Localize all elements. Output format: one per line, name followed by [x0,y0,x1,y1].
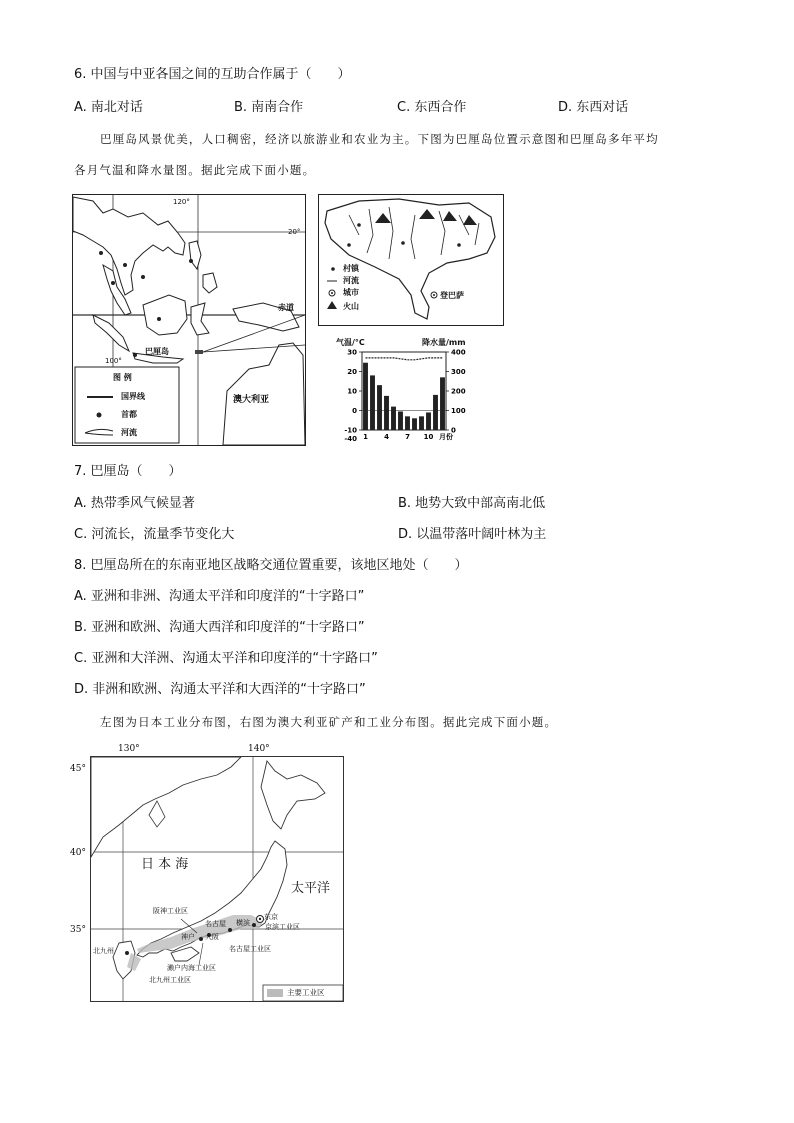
precipitation-bar [363,363,368,430]
precipitation-bar [419,416,424,430]
q7-option-d[interactable]: D. 以温带落叶阔叶林为主 [398,527,547,542]
japan-industry-map [70,742,350,1004]
x-axis-tick-label: 10 [423,433,434,441]
q8-stem: 8. 巴厘岛所在的东南亚地区战略交通位置重要，该地区地处（ ） [74,558,468,573]
australia-label: 澳大利亚 [233,395,270,405]
q8-option-c[interactable]: C. 亚洲和大洋洲、沟通太平洋和印度洋的“十字路口” [74,651,378,666]
q6-option-d[interactable]: D. 东西对话 [558,100,629,115]
industrial-zone-legend-label: 主要工业区 [287,988,325,997]
legend-capital-label: 首都 [121,410,137,419]
southeast-asia-map [72,194,306,446]
precipitation-bar [398,411,403,430]
precipitation-bar [377,385,382,430]
bali-legend-village: 村镇 [343,264,359,273]
left-axis-tick-label: -10 [344,426,357,435]
q8-option-b[interactable]: B. 亚洲和欧洲、沟通大西洋和印度洋的“十字路口” [74,620,365,635]
lon-130-label: 130° [118,744,140,754]
lat-40-label: 40° [70,848,86,858]
x-axis-tick-label: 4 [384,433,389,441]
bali-island-map [318,194,504,326]
q7-option-c[interactable]: C. 河流长，流量季节变化大 [74,527,235,542]
q6-option-b[interactable]: B. 南南合作 [234,100,304,115]
q8-option-a[interactable]: A. 亚洲和非洲、沟通太平洋和印度洋的“十字路口” [74,589,365,604]
right-axis-tick-label: 400 [451,348,466,357]
x-axis-tick-label: 1 [363,433,368,441]
x-axis-label: 月份 [439,433,453,441]
left-axis-tick-label: 0 [352,407,357,415]
osaka-label: 大阪 [205,933,219,941]
nagoya-city-label: 名古屋 [205,920,226,928]
q6-option-c[interactable]: C. 东西合作 [397,100,467,115]
lon-120-label: 120° [173,198,190,206]
left-axis-extra-tick-label: -40 [344,435,357,443]
kitakyushu-industrial-label: 北九州工业区 [149,976,191,984]
bali-label: 巴厘岛 [145,347,169,356]
legend-river-label: 河流 [121,428,137,437]
bali-legend-volcano: 火山 [343,302,359,311]
x-axis-tick-label: 7 [405,433,410,441]
japan-map-frame [90,756,344,1002]
q7-stem: 7. 巴厘岛（ ） [74,464,182,479]
southeast-asia-map-drawing [73,195,305,445]
right-axis-tick-label: 200 [451,387,466,396]
bali-legend-river: 河流 [343,276,359,285]
q8-option-d[interactable]: D. 非洲和欧洲、沟通太平洋和大西洋的“十字路口” [74,682,366,697]
passage1-line1: 巴厘岛风景优美，人口稠密，经济以旅游业和农业为主。下图为巴厘岛位置示意图和巴厘岛多年平均 [100,132,659,146]
passage2-line1: 左图为日本工业分布图，右图为澳大利亚矿产和工业分布图。据此完成下面小题。 [100,715,558,729]
climate-chart-plot [336,338,472,450]
q7-option-b[interactable]: B. 地势大致中部高南北低 [398,496,546,511]
left-axis-tick-label: 20 [347,368,357,376]
precipitation-bar [370,375,375,430]
lat-20-label: 20° [288,228,301,236]
equator-label: 赤道 [278,303,294,312]
yokohama-label: 横滨 [236,919,250,927]
precipitation-bar [440,377,445,430]
hanshin-industrial-label: 阪神工业区 [153,907,188,915]
precipitation-bar [405,416,410,430]
kitakyushu-city-label: 北九州 [93,947,114,955]
q6-option-a[interactable]: A. 南北对话 [74,100,143,115]
precipitation-bar [433,395,438,430]
precipitation-bar [426,412,431,430]
climate-chart [336,338,472,450]
chart-ylabel-left: 气温/°C [336,338,365,347]
denpasar-label: 登巴萨 [440,291,464,300]
right-axis-tick-label: 0 [451,426,456,435]
precipitation-bar [412,418,417,430]
keihin-industrial-label: 京滨工业区 [265,923,300,931]
legend-title: 图 例 [113,373,132,382]
chart-ylabel-right: 降水量/mm [422,338,466,347]
sea-of-japan-label: 日 本 海 [141,857,189,872]
precipitation-bar [384,396,389,430]
right-axis-tick-label: 100 [451,407,466,415]
legend-border-label: 国界线 [121,392,145,401]
pacific-ocean-label: 太平洋 [291,881,331,896]
right-axis-tick-label: 300 [451,368,466,376]
lon-140-label: 140° [248,744,270,754]
precipitation-bar [391,407,396,430]
nagoya-industrial-label: 名古屋工业区 [229,945,271,953]
lat-35-label: 35° [70,925,86,935]
passage1-line2: 各月气温和降水量图。据此完成下面小题。 [74,163,316,177]
left-axis-tick-label: 30 [347,348,357,357]
lat-45-label: 45° [70,764,86,774]
bali-legend-city: 城市 [343,288,359,297]
tokyo-label: 东京 [264,913,278,921]
setouchi-industrial-label: 濑户内海工业区 [167,964,216,972]
lon-100-label: 100° [105,357,122,365]
japan-map-drawing [91,757,343,1001]
left-axis-tick-label: 10 [347,387,357,396]
q6-stem: 6. 中国与中亚各国之间的互助合作属于（ ） [74,67,351,82]
kobe-label: 神户 [181,933,195,941]
q7-option-a[interactable]: A. 热带季风气候显著 [74,496,195,511]
